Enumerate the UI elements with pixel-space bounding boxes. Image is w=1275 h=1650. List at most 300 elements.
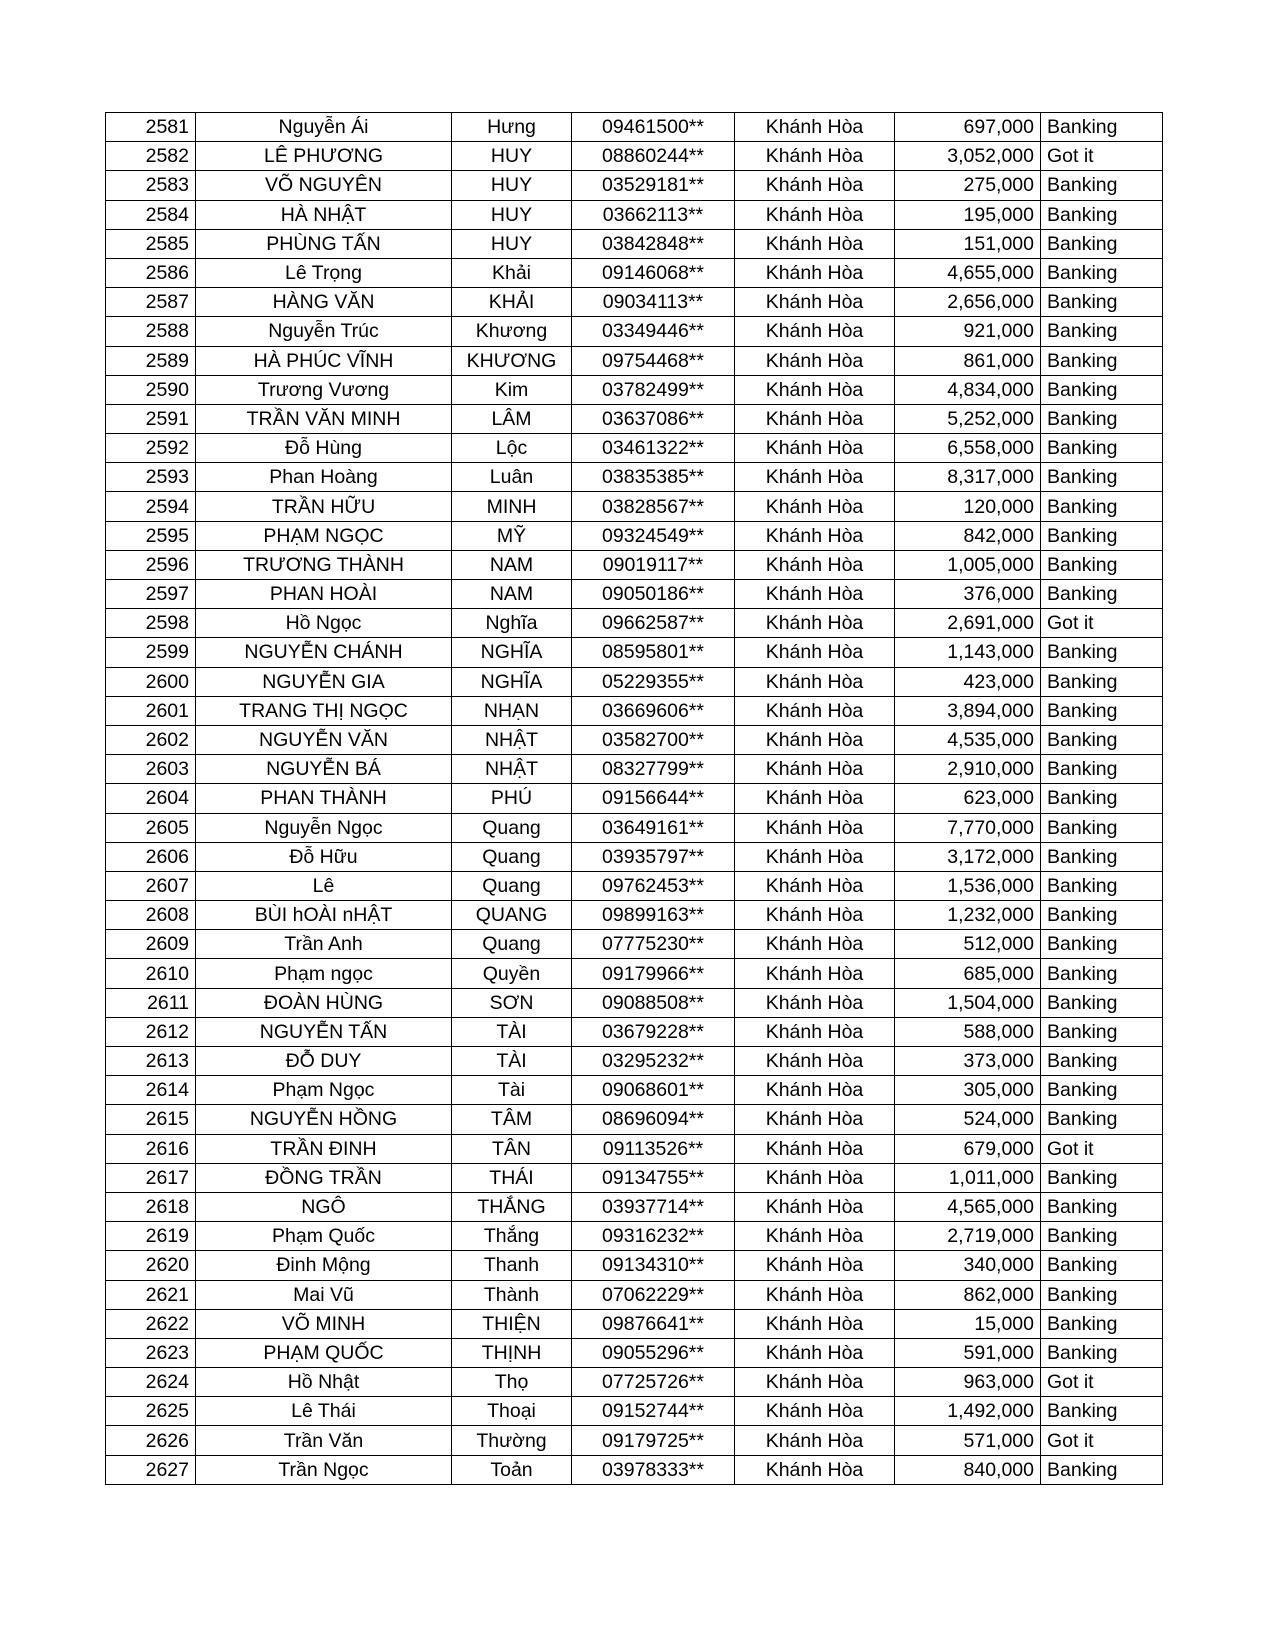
province-cell: Khánh Hòa bbox=[735, 1192, 895, 1221]
amount-cell: 376,000 bbox=[895, 580, 1041, 609]
payment-method-cell: Banking bbox=[1041, 404, 1163, 433]
phone-cell: 08860244** bbox=[572, 142, 735, 171]
table-row bbox=[106, 755, 1163, 784]
given-name-cell: Quang bbox=[452, 813, 572, 842]
table-row bbox=[106, 404, 1163, 433]
province-cell: Khánh Hòa bbox=[735, 901, 895, 930]
family-name-cell: VÕ MINH bbox=[196, 1309, 452, 1338]
given-name-cell: KHƯƠNG bbox=[452, 346, 572, 375]
table-row bbox=[106, 871, 1163, 900]
given-name-cell: NGHĨA bbox=[452, 667, 572, 696]
payment-method-cell: Banking bbox=[1041, 930, 1163, 959]
amount-cell: 5,252,000 bbox=[895, 404, 1041, 433]
amount-cell: 623,000 bbox=[895, 784, 1041, 813]
given-name-cell: TÂN bbox=[452, 1134, 572, 1163]
given-name-cell: Quang bbox=[452, 930, 572, 959]
table-row bbox=[106, 1455, 1163, 1484]
table-row bbox=[106, 258, 1163, 287]
phone-cell: 03835385** bbox=[572, 463, 735, 492]
family-name-cell: NGUYỄN CHÁNH bbox=[196, 638, 452, 667]
amount-cell: 571,000 bbox=[895, 1426, 1041, 1455]
row-number-cell: 2612 bbox=[106, 1017, 196, 1046]
given-name-cell: Quang bbox=[452, 871, 572, 900]
amount-cell: 2,656,000 bbox=[895, 288, 1041, 317]
table-row bbox=[106, 492, 1163, 521]
table-row bbox=[106, 1105, 1163, 1134]
phone-cell: 09034113** bbox=[572, 288, 735, 317]
family-name-cell: LÊ PHƯƠNG bbox=[196, 142, 452, 171]
payment-method-cell: Banking bbox=[1041, 959, 1163, 988]
family-name-cell: HÀ NHẬT bbox=[196, 200, 452, 229]
family-name-cell: TRẦN ĐINH bbox=[196, 1134, 452, 1163]
given-name-cell: THỊNH bbox=[452, 1338, 572, 1367]
payment-method-cell: Banking bbox=[1041, 1076, 1163, 1105]
phone-cell: 03529181** bbox=[572, 171, 735, 200]
given-name-cell: HUY bbox=[452, 142, 572, 171]
row-number-cell: 2598 bbox=[106, 609, 196, 638]
given-name-cell: Quang bbox=[452, 842, 572, 871]
province-cell: Khánh Hòa bbox=[735, 1134, 895, 1163]
phone-cell: 09179725** bbox=[572, 1426, 735, 1455]
phone-cell: 03649161** bbox=[572, 813, 735, 842]
phone-cell: 07725726** bbox=[572, 1368, 735, 1397]
table-row bbox=[106, 930, 1163, 959]
amount-cell: 588,000 bbox=[895, 1017, 1041, 1046]
amount-cell: 340,000 bbox=[895, 1251, 1041, 1280]
phone-cell: 09179966** bbox=[572, 959, 735, 988]
table-row bbox=[106, 1017, 1163, 1046]
table-row bbox=[106, 1076, 1163, 1105]
row-number-cell: 2621 bbox=[106, 1280, 196, 1309]
phone-cell: 09146068** bbox=[572, 258, 735, 287]
family-name-cell: Phạm Quốc bbox=[196, 1222, 452, 1251]
payment-method-cell: Banking bbox=[1041, 229, 1163, 258]
amount-cell: 6,558,000 bbox=[895, 434, 1041, 463]
phone-cell: 08595801** bbox=[572, 638, 735, 667]
payment-method-cell: Banking bbox=[1041, 988, 1163, 1017]
family-name-cell: Nguyễn Trúc bbox=[196, 317, 452, 346]
winners-table bbox=[105, 112, 1163, 1485]
given-name-cell: TÀI bbox=[452, 1017, 572, 1046]
phone-cell: 09019117** bbox=[572, 550, 735, 579]
payment-method-cell: Banking bbox=[1041, 842, 1163, 871]
table-row bbox=[106, 1163, 1163, 1192]
amount-cell: 8,317,000 bbox=[895, 463, 1041, 492]
payment-method-cell: Got it bbox=[1041, 1134, 1163, 1163]
family-name-cell: Lê Thái bbox=[196, 1397, 452, 1426]
phone-cell: 09113526** bbox=[572, 1134, 735, 1163]
payment-method-cell: Got it bbox=[1041, 609, 1163, 638]
phone-cell: 09876641** bbox=[572, 1309, 735, 1338]
province-cell: Khánh Hòa bbox=[735, 258, 895, 287]
phone-cell: 09762453** bbox=[572, 871, 735, 900]
amount-cell: 1,011,000 bbox=[895, 1163, 1041, 1192]
family-name-cell: PHẠM QUỐC bbox=[196, 1338, 452, 1367]
row-number-cell: 2586 bbox=[106, 258, 196, 287]
row-number-cell: 2585 bbox=[106, 229, 196, 258]
province-cell: Khánh Hòa bbox=[735, 842, 895, 871]
row-number-cell: 2589 bbox=[106, 346, 196, 375]
table-row bbox=[106, 813, 1163, 842]
row-number-cell: 2599 bbox=[106, 638, 196, 667]
row-number-cell: 2611 bbox=[106, 988, 196, 1017]
table-row bbox=[106, 171, 1163, 200]
province-cell: Khánh Hòa bbox=[735, 1397, 895, 1426]
province-cell: Khánh Hòa bbox=[735, 200, 895, 229]
amount-cell: 1,492,000 bbox=[895, 1397, 1041, 1426]
given-name-cell: Quyền bbox=[452, 959, 572, 988]
given-name-cell: LÂM bbox=[452, 404, 572, 433]
given-name-cell: TÀI bbox=[452, 1047, 572, 1076]
payment-method-cell: Banking bbox=[1041, 492, 1163, 521]
province-cell: Khánh Hòa bbox=[735, 813, 895, 842]
payment-method-cell: Banking bbox=[1041, 258, 1163, 287]
phone-cell: 09662587** bbox=[572, 609, 735, 638]
family-name-cell: ĐỖ DUY bbox=[196, 1047, 452, 1076]
payment-method-cell: Banking bbox=[1041, 1397, 1163, 1426]
family-name-cell: PHAN THÀNH bbox=[196, 784, 452, 813]
given-name-cell: NAM bbox=[452, 580, 572, 609]
province-cell: Khánh Hòa bbox=[735, 346, 895, 375]
family-name-cell: Phạm Ngọc bbox=[196, 1076, 452, 1105]
amount-cell: 679,000 bbox=[895, 1134, 1041, 1163]
row-number-cell: 2590 bbox=[106, 375, 196, 404]
given-name-cell: NHẠN bbox=[452, 696, 572, 725]
table-row bbox=[106, 1309, 1163, 1338]
given-name-cell: NHẬT bbox=[452, 725, 572, 754]
province-cell: Khánh Hòa bbox=[735, 375, 895, 404]
phone-cell: 03349446** bbox=[572, 317, 735, 346]
payment-method-cell: Banking bbox=[1041, 521, 1163, 550]
province-cell: Khánh Hòa bbox=[735, 492, 895, 521]
payment-method-cell: Banking bbox=[1041, 784, 1163, 813]
row-number-cell: 2604 bbox=[106, 784, 196, 813]
table-row bbox=[106, 988, 1163, 1017]
phone-cell: 07062229** bbox=[572, 1280, 735, 1309]
table-row bbox=[106, 901, 1163, 930]
row-number-cell: 2602 bbox=[106, 725, 196, 754]
amount-cell: 373,000 bbox=[895, 1047, 1041, 1076]
province-cell: Khánh Hòa bbox=[735, 1280, 895, 1309]
family-name-cell: Trần Ngọc bbox=[196, 1455, 452, 1484]
table-row bbox=[106, 784, 1163, 813]
family-name-cell: Trần Anh bbox=[196, 930, 452, 959]
row-number-cell: 2587 bbox=[106, 288, 196, 317]
amount-cell: 275,000 bbox=[895, 171, 1041, 200]
family-name-cell: NGUYỄN TẤN bbox=[196, 1017, 452, 1046]
given-name-cell: Tài bbox=[452, 1076, 572, 1105]
province-cell: Khánh Hòa bbox=[735, 871, 895, 900]
family-name-cell: Đỗ Hùng bbox=[196, 434, 452, 463]
province-cell: Khánh Hòa bbox=[735, 1368, 895, 1397]
province-cell: Khánh Hòa bbox=[735, 580, 895, 609]
phone-cell: 03828567** bbox=[572, 492, 735, 521]
table-row bbox=[106, 229, 1163, 258]
payment-method-cell: Banking bbox=[1041, 580, 1163, 609]
province-cell: Khánh Hòa bbox=[735, 609, 895, 638]
payment-method-cell: Banking bbox=[1041, 288, 1163, 317]
given-name-cell: Thọ bbox=[452, 1368, 572, 1397]
row-number-cell: 2597 bbox=[106, 580, 196, 609]
payment-method-cell: Got it bbox=[1041, 1426, 1163, 1455]
phone-cell: 09324549** bbox=[572, 521, 735, 550]
given-name-cell: NGHĨA bbox=[452, 638, 572, 667]
phone-cell: 09754468** bbox=[572, 346, 735, 375]
row-number-cell: 2609 bbox=[106, 930, 196, 959]
table-row bbox=[106, 1134, 1163, 1163]
row-number-cell: 2600 bbox=[106, 667, 196, 696]
row-number-cell: 2588 bbox=[106, 317, 196, 346]
row-number-cell: 2610 bbox=[106, 959, 196, 988]
province-cell: Khánh Hòa bbox=[735, 1455, 895, 1484]
table-row bbox=[106, 375, 1163, 404]
given-name-cell: Toản bbox=[452, 1455, 572, 1484]
row-number-cell: 2616 bbox=[106, 1134, 196, 1163]
phone-cell: 08327799** bbox=[572, 755, 735, 784]
province-cell: Khánh Hòa bbox=[735, 317, 895, 346]
table-row bbox=[106, 142, 1163, 171]
amount-cell: 2,719,000 bbox=[895, 1222, 1041, 1251]
family-name-cell: NGUYỄN HỒNG bbox=[196, 1105, 452, 1134]
row-number-cell: 2625 bbox=[106, 1397, 196, 1426]
amount-cell: 512,000 bbox=[895, 930, 1041, 959]
table-row bbox=[106, 667, 1163, 696]
province-cell: Khánh Hòa bbox=[735, 784, 895, 813]
given-name-cell: Thoại bbox=[452, 1397, 572, 1426]
row-number-cell: 2591 bbox=[106, 404, 196, 433]
amount-cell: 7,770,000 bbox=[895, 813, 1041, 842]
amount-cell: 195,000 bbox=[895, 200, 1041, 229]
amount-cell: 591,000 bbox=[895, 1338, 1041, 1367]
payment-method-cell: Banking bbox=[1041, 1163, 1163, 1192]
given-name-cell: Luân bbox=[452, 463, 572, 492]
phone-cell: 03842848** bbox=[572, 229, 735, 258]
province-cell: Khánh Hòa bbox=[735, 1017, 895, 1046]
phone-cell: 03935797** bbox=[572, 842, 735, 871]
given-name-cell: Hưng bbox=[452, 113, 572, 142]
given-name-cell: HUY bbox=[452, 200, 572, 229]
given-name-cell: MỸ bbox=[452, 521, 572, 550]
row-number-cell: 2581 bbox=[106, 113, 196, 142]
row-number-cell: 2584 bbox=[106, 200, 196, 229]
phone-cell: 03582700** bbox=[572, 725, 735, 754]
province-cell: Khánh Hòa bbox=[735, 113, 895, 142]
given-name-cell: KHẢI bbox=[452, 288, 572, 317]
row-number-cell: 2595 bbox=[106, 521, 196, 550]
payment-method-cell: Banking bbox=[1041, 346, 1163, 375]
phone-cell: 03937714** bbox=[572, 1192, 735, 1221]
province-cell: Khánh Hòa bbox=[735, 959, 895, 988]
row-number-cell: 2624 bbox=[106, 1368, 196, 1397]
payment-method-cell: Banking bbox=[1041, 725, 1163, 754]
family-name-cell: PHAN HOÀI bbox=[196, 580, 452, 609]
row-number-cell: 2619 bbox=[106, 1222, 196, 1251]
family-name-cell: BÙI hOÀI nHẬT bbox=[196, 901, 452, 930]
payment-method-cell: Banking bbox=[1041, 171, 1163, 200]
given-name-cell: Thành bbox=[452, 1280, 572, 1309]
phone-cell: 07775230** bbox=[572, 930, 735, 959]
payment-method-cell: Banking bbox=[1041, 1455, 1163, 1484]
table-row bbox=[106, 638, 1163, 667]
amount-cell: 840,000 bbox=[895, 1455, 1041, 1484]
amount-cell: 842,000 bbox=[895, 521, 1041, 550]
province-cell: Khánh Hòa bbox=[735, 171, 895, 200]
payment-method-cell: Banking bbox=[1041, 1251, 1163, 1280]
given-name-cell: Khương bbox=[452, 317, 572, 346]
payment-method-cell: Banking bbox=[1041, 1192, 1163, 1221]
amount-cell: 3,052,000 bbox=[895, 142, 1041, 171]
table-row bbox=[106, 842, 1163, 871]
table-row bbox=[106, 463, 1163, 492]
phone-cell: 09050186** bbox=[572, 580, 735, 609]
amount-cell: 1,536,000 bbox=[895, 871, 1041, 900]
province-cell: Khánh Hòa bbox=[735, 288, 895, 317]
given-name-cell: THẮNG bbox=[452, 1192, 572, 1221]
table-row bbox=[106, 521, 1163, 550]
payment-method-cell: Banking bbox=[1041, 1105, 1163, 1134]
phone-cell: 09156644** bbox=[572, 784, 735, 813]
payment-method-cell: Banking bbox=[1041, 667, 1163, 696]
table-row bbox=[106, 1397, 1163, 1426]
given-name-cell: SƠN bbox=[452, 988, 572, 1017]
family-name-cell: TRẦN VĂN MINH bbox=[196, 404, 452, 433]
payment-method-cell: Banking bbox=[1041, 1309, 1163, 1338]
phone-cell: 03461322** bbox=[572, 434, 735, 463]
payment-method-cell: Got it bbox=[1041, 1368, 1163, 1397]
table-row bbox=[106, 200, 1163, 229]
amount-cell: 1,005,000 bbox=[895, 550, 1041, 579]
payment-method-cell: Banking bbox=[1041, 871, 1163, 900]
payment-method-cell: Banking bbox=[1041, 1338, 1163, 1367]
given-name-cell: MINH bbox=[452, 492, 572, 521]
given-name-cell: NHẬT bbox=[452, 755, 572, 784]
amount-cell: 524,000 bbox=[895, 1105, 1041, 1134]
row-number-cell: 2626 bbox=[106, 1426, 196, 1455]
province-cell: Khánh Hòa bbox=[735, 930, 895, 959]
phone-cell: 09152744** bbox=[572, 1397, 735, 1426]
payment-method-cell: Banking bbox=[1041, 375, 1163, 404]
province-cell: Khánh Hòa bbox=[735, 1251, 895, 1280]
row-number-cell: 2606 bbox=[106, 842, 196, 871]
table-row bbox=[106, 434, 1163, 463]
payment-method-cell: Banking bbox=[1041, 755, 1163, 784]
province-cell: Khánh Hòa bbox=[735, 1163, 895, 1192]
family-name-cell: PHẠM NGỌC bbox=[196, 521, 452, 550]
row-number-cell: 2622 bbox=[106, 1309, 196, 1338]
phone-cell: 03295232** bbox=[572, 1047, 735, 1076]
amount-cell: 1,504,000 bbox=[895, 988, 1041, 1017]
province-cell: Khánh Hòa bbox=[735, 434, 895, 463]
province-cell: Khánh Hòa bbox=[735, 404, 895, 433]
phone-cell: 09055296** bbox=[572, 1338, 735, 1367]
phone-cell: 03978333** bbox=[572, 1455, 735, 1484]
given-name-cell: THIỆN bbox=[452, 1309, 572, 1338]
family-name-cell: NGUYỄN GIA bbox=[196, 667, 452, 696]
amount-cell: 861,000 bbox=[895, 346, 1041, 375]
table-row bbox=[106, 346, 1163, 375]
row-number-cell: 2608 bbox=[106, 901, 196, 930]
given-name-cell: THÁI bbox=[452, 1163, 572, 1192]
family-name-cell: Hồ Nhật bbox=[196, 1368, 452, 1397]
amount-cell: 4,834,000 bbox=[895, 375, 1041, 404]
payment-method-cell: Banking bbox=[1041, 434, 1163, 463]
table-row bbox=[106, 1338, 1163, 1367]
phone-cell: 03637086** bbox=[572, 404, 735, 433]
province-cell: Khánh Hòa bbox=[735, 638, 895, 667]
given-name-cell: TÂM bbox=[452, 1105, 572, 1134]
payment-method-cell: Banking bbox=[1041, 550, 1163, 579]
family-name-cell: Mai Vũ bbox=[196, 1280, 452, 1309]
row-number-cell: 2620 bbox=[106, 1251, 196, 1280]
amount-cell: 1,232,000 bbox=[895, 901, 1041, 930]
row-number-cell: 2596 bbox=[106, 550, 196, 579]
table-row bbox=[106, 1222, 1163, 1251]
row-number-cell: 2605 bbox=[106, 813, 196, 842]
row-number-cell: 2617 bbox=[106, 1163, 196, 1192]
table-row bbox=[106, 959, 1163, 988]
family-name-cell: ĐOÀN HÙNG bbox=[196, 988, 452, 1017]
row-number-cell: 2618 bbox=[106, 1192, 196, 1221]
province-cell: Khánh Hòa bbox=[735, 550, 895, 579]
family-name-cell: Trương Vương bbox=[196, 375, 452, 404]
family-name-cell: Lê Trọng bbox=[196, 258, 452, 287]
family-name-cell: TRANG THỊ NGỌC bbox=[196, 696, 452, 725]
family-name-cell: NGUYỄN VĂN bbox=[196, 725, 452, 754]
province-cell: Khánh Hòa bbox=[735, 988, 895, 1017]
row-number-cell: 2614 bbox=[106, 1076, 196, 1105]
family-name-cell: HÀNG VĂN bbox=[196, 288, 452, 317]
family-name-cell: ĐỒNG TRẦN bbox=[196, 1163, 452, 1192]
family-name-cell: NGUYỄN BÁ bbox=[196, 755, 452, 784]
row-number-cell: 2613 bbox=[106, 1047, 196, 1076]
row-number-cell: 2594 bbox=[106, 492, 196, 521]
table-row bbox=[106, 1280, 1163, 1309]
given-name-cell: Khải bbox=[452, 258, 572, 287]
amount-cell: 2,910,000 bbox=[895, 755, 1041, 784]
payment-method-cell: Banking bbox=[1041, 1017, 1163, 1046]
table-row bbox=[106, 609, 1163, 638]
province-cell: Khánh Hòa bbox=[735, 1047, 895, 1076]
given-name-cell: QUANG bbox=[452, 901, 572, 930]
given-name-cell: Thắng bbox=[452, 1222, 572, 1251]
row-number-cell: 2601 bbox=[106, 696, 196, 725]
table-row bbox=[106, 1251, 1163, 1280]
phone-cell: 09461500** bbox=[572, 113, 735, 142]
family-name-cell: Nguyễn Ái bbox=[196, 113, 452, 142]
family-name-cell: NGÔ bbox=[196, 1192, 452, 1221]
phone-cell: 09899163** bbox=[572, 901, 735, 930]
payment-method-cell: Got it bbox=[1041, 142, 1163, 171]
family-name-cell: PHÙNG TẤN bbox=[196, 229, 452, 258]
amount-cell: 1,143,000 bbox=[895, 638, 1041, 667]
amount-cell: 685,000 bbox=[895, 959, 1041, 988]
payment-method-cell: Banking bbox=[1041, 901, 1163, 930]
province-cell: Khánh Hòa bbox=[735, 667, 895, 696]
family-name-cell: Phạm ngọc bbox=[196, 959, 452, 988]
province-cell: Khánh Hòa bbox=[735, 1338, 895, 1367]
family-name-cell: HÀ PHÚC VĨNH bbox=[196, 346, 452, 375]
payment-method-cell: Banking bbox=[1041, 317, 1163, 346]
payment-method-cell: Banking bbox=[1041, 1222, 1163, 1251]
amount-cell: 4,565,000 bbox=[895, 1192, 1041, 1221]
row-number-cell: 2592 bbox=[106, 434, 196, 463]
amount-cell: 4,655,000 bbox=[895, 258, 1041, 287]
table-row bbox=[106, 725, 1163, 754]
table-row bbox=[106, 1368, 1163, 1397]
given-name-cell: Kim bbox=[452, 375, 572, 404]
table-row bbox=[106, 580, 1163, 609]
amount-cell: 2,691,000 bbox=[895, 609, 1041, 638]
